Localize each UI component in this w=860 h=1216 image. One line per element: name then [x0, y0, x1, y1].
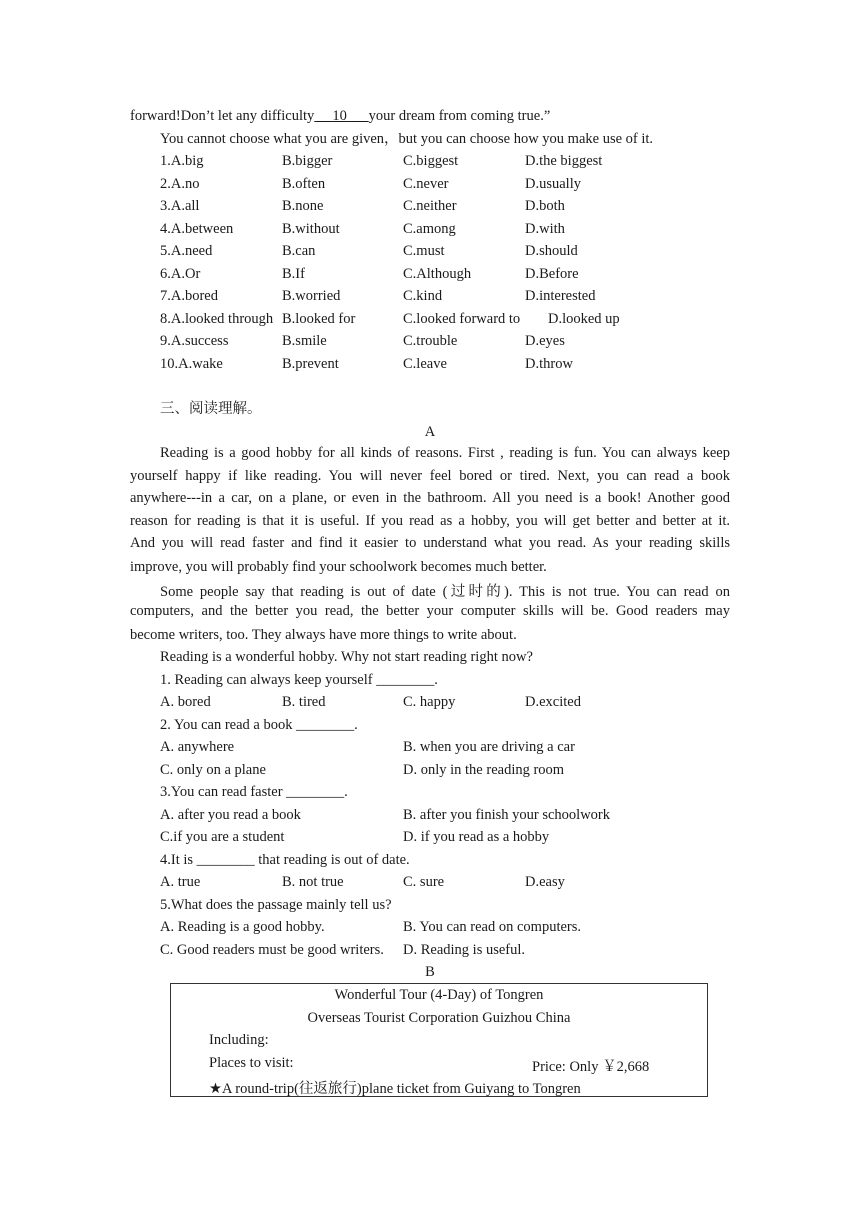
answer-option: D. Reading is useful. [403, 942, 526, 958]
option-c: C.biggest [403, 153, 459, 169]
passage-line: computers, and the better you read, the better your computer skills will be. Good readers may [130, 603, 730, 619]
passage-line: yourself happy if like reading. You will never feel bored or tired. Next, you can read a book [130, 468, 730, 484]
tour-price: Price: Only ￥2,668 [532, 1059, 650, 1075]
option-b: B.bigger [282, 153, 333, 169]
passage-line: reason for reading is that it is useful. If you read as a hobby, you will get better and better at it. [130, 513, 730, 529]
passage-line: And you will read faster and find it easier to understand what you read. As your reading skills [130, 535, 730, 551]
answer-option: B. You can read on computers. [403, 919, 582, 935]
answer-option: D.easy [525, 874, 565, 890]
cloze-text-prefix: forward!Don’t let any difficulty [130, 108, 315, 124]
option-d: D.the biggest [525, 153, 603, 169]
answer-option: A. bored [160, 694, 211, 710]
option-b: B.smile [282, 333, 327, 349]
answer-option: A. anywhere [160, 739, 235, 755]
answer-option: D.excited [525, 694, 581, 710]
option-b: B.prevent [282, 356, 339, 372]
question-stem: 5.What does the passage mainly tell us? [160, 897, 392, 913]
option-b: B.often [282, 176, 326, 192]
option-c: C.trouble [403, 333, 458, 349]
option-b: B.looked for [282, 311, 356, 327]
question-stem: 3.You can read faster ________. [160, 784, 348, 800]
answer-option: C. Good readers must be good writers. [160, 942, 384, 958]
option-a: 7.A.bored [160, 288, 218, 304]
option-d: D.usually [525, 176, 581, 192]
cloze-text-suffix: your dream from coming true.” [368, 108, 551, 124]
question-stem: 4.It is ________ that reading is out of date. [160, 852, 410, 868]
tour-company: Overseas Tourist Corporation Guizhou China [307, 1010, 571, 1026]
option-b: B.without [282, 221, 340, 237]
tour-title: Wonderful Tour (4-Day) of Tongren [334, 987, 544, 1003]
option-d: D.with [525, 221, 565, 237]
option-a: 2.A.no [160, 176, 200, 192]
answer-option: A. true [160, 874, 201, 890]
option-a: 10.A.wake [160, 356, 223, 372]
option-c: C.looked forward to [403, 311, 521, 327]
answer-option: A. Reading is a good hobby. [160, 919, 325, 935]
option-d: D.should [525, 243, 578, 259]
passage-line: anywhere---in a car, on a plane, or even in the bathroom. All you need is a book! Another good [130, 490, 730, 506]
option-b: B.worried [282, 288, 341, 304]
option-c: C.kind [403, 288, 443, 304]
option-d: D.throw [525, 356, 573, 372]
answer-option: B. not true [282, 874, 344, 890]
question-stem: 2. You can read a book ________. [160, 717, 358, 733]
passage-b-label: B [425, 964, 435, 980]
option-a: 5.A.need [160, 243, 213, 259]
option-b: B.none [282, 198, 324, 214]
passage-a-label: A [424, 424, 436, 440]
answer-option: C. only on a plane [160, 762, 266, 778]
answer-option: C. sure [403, 874, 445, 890]
answer-option: A. after you read a book [160, 807, 301, 823]
cloze-closing-line: You cannot choose what you are given，but you can choose how you make use of it. [160, 131, 654, 147]
passage-line: Reading is a good hobby for all kinds of reasons. First , reading is fun. You can always keep [160, 445, 730, 461]
tour-including: Including: [209, 1032, 269, 1048]
option-d: D.eyes [525, 333, 565, 349]
option-a: 8.A.looked through [160, 311, 274, 327]
option-c: C.Although [403, 266, 472, 282]
option-c: C.must [403, 243, 445, 259]
passage-line: Reading is a wonderful hobby. Why not start reading right now? [160, 649, 533, 665]
option-d: D.both [525, 198, 565, 214]
answer-option: B. when you are driving a car [403, 739, 575, 755]
cloze-last-line [130, 107, 550, 125]
option-c: C.neither [403, 198, 457, 214]
answer-option: B. tired [282, 694, 326, 710]
option-c: C.never [403, 176, 449, 192]
answer-option: D. only in the reading room [403, 762, 565, 778]
answer-option: C. happy [403, 694, 456, 710]
passage-line: Some people say that reading is out of date (过时的). This is not true. You can read on [160, 584, 730, 600]
option-d: D.looked up [548, 311, 620, 327]
tour-places: Places to visit: [209, 1055, 294, 1071]
passage-line: improve, you will probably find your schoolwork becomes much better. [130, 559, 547, 575]
option-a: 6.A.Or [160, 266, 201, 282]
passage-line: become writers, too. They always have more things to write about. [130, 627, 517, 643]
option-d: D.Before [525, 266, 579, 282]
option-b: B.If [282, 266, 305, 282]
option-c: C.leave [403, 356, 447, 372]
option-a: 9.A.success [160, 333, 229, 349]
cloze-blank-10: 10 [332, 108, 347, 124]
answer-option: B. after you finish your schoolwork [403, 807, 610, 823]
section-heading: 三、阅读理解。 [160, 401, 262, 417]
answer-option: C.if you are a student [160, 829, 285, 845]
option-a: 4.A.between [160, 221, 234, 237]
option-c: C.among [403, 221, 456, 237]
tour-ticket: ★A round-trip(往返旅行)plane ticket from Guiyang to Tongren [209, 1081, 581, 1097]
option-a: 3.A.all [160, 198, 200, 214]
option-a: 1.A.big [160, 153, 204, 169]
tour-advert-box [170, 983, 708, 1097]
option-d: D.interested [525, 288, 596, 304]
option-b: B.can [282, 243, 316, 259]
question-stem: 1. Reading can always keep yourself ________. [160, 672, 438, 688]
answer-option: D. if you read as a hobby [403, 829, 550, 845]
